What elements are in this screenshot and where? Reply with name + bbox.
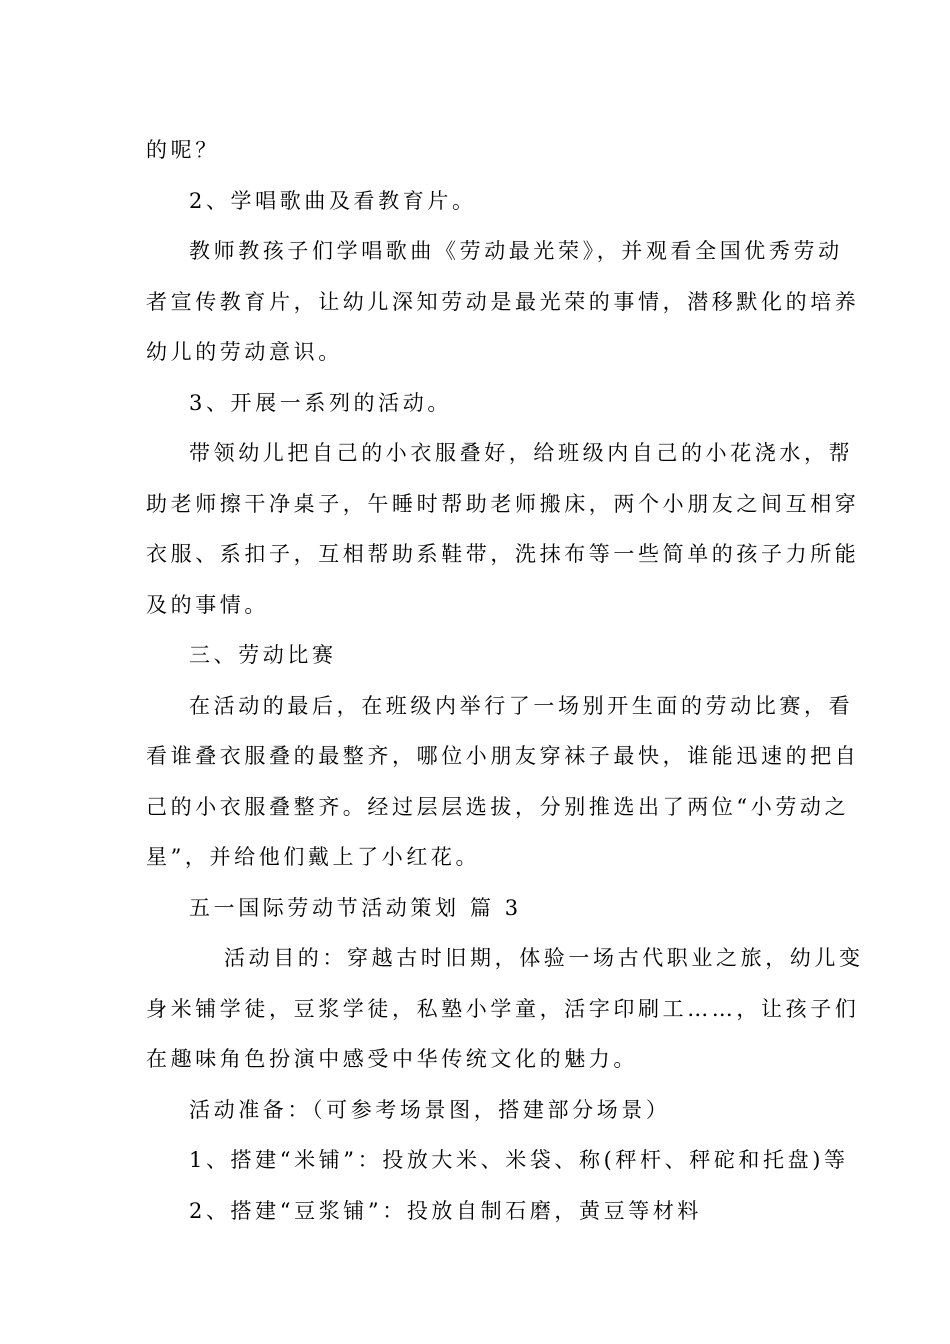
paragraph-line: 幼儿的劳动意识。 <box>146 340 343 364</box>
paragraph-line: 在趣味角色扮演中感受中华传统文化的魅力。 <box>146 1047 638 1071</box>
paragraph-line: 星”，并给他们戴上了小红花。 <box>146 845 481 869</box>
paragraph-line: 助老师擦干净桌子，午睡时帮助老师搬床，两个小朋友之间互相穿 <box>146 492 860 516</box>
list-item: 1、搭建“米铺”：投放大米、米袋、称(秤杆、秤砣和托盘)等 <box>189 1148 849 1172</box>
paragraph-line: 带领幼儿把自己的小衣服叠好，给班级内自己的小花浇水，帮 <box>189 441 854 465</box>
paragraph-line: 及的事情。 <box>146 593 269 617</box>
article-title: 五一国际劳动节活动策划 篇 3 <box>189 896 522 920</box>
paragraph-line: 身米铺学徒，豆浆学徒，私塾小学童，活字印刷工……，让孩子们 <box>146 997 860 1021</box>
section-heading: 三、劳动比赛 <box>189 643 337 667</box>
section-heading: 活动准备：（可参考场景图，搭建部分场景） <box>189 1098 671 1122</box>
paragraph-line: 己的小衣服叠整齐。经过层层选拔，分别推选出了两位“小劳动之 <box>146 795 850 819</box>
paragraph-line: 衣服、系扣子，互相帮助系鞋带，洗抹布等一些简单的孩子力所能 <box>146 542 860 566</box>
paragraph-line: 者宣传教育片，让幼儿深知劳动是最光荣的事情，潜移默化的培养 <box>146 290 860 314</box>
paragraph-line: 在活动的最后，在班级内举行了一场别开生面的劳动比赛，看 <box>189 694 854 718</box>
list-item: 2、搭建“豆浆铺”：投放自制石磨，黄豆等材料 <box>189 1199 703 1223</box>
paragraph-line: 看谁叠衣服叠的最整齐，哪位小朋友穿袜子最快，谁能迅速的把自 <box>146 744 860 768</box>
paragraph-line: 活动目的：穿越古时旧期，体验一场古代职业之旅，幼儿变 <box>224 946 864 970</box>
section-heading: 3、开展一系列的活动。 <box>189 391 452 415</box>
paragraph-line: 的呢？ <box>146 138 220 162</box>
section-heading: 2、学唱歌曲及看教育片。 <box>189 189 477 213</box>
paragraph-line: 教师教孩子们学唱歌曲《劳动最光荣》，并观看全国优秀劳动 <box>189 239 843 263</box>
